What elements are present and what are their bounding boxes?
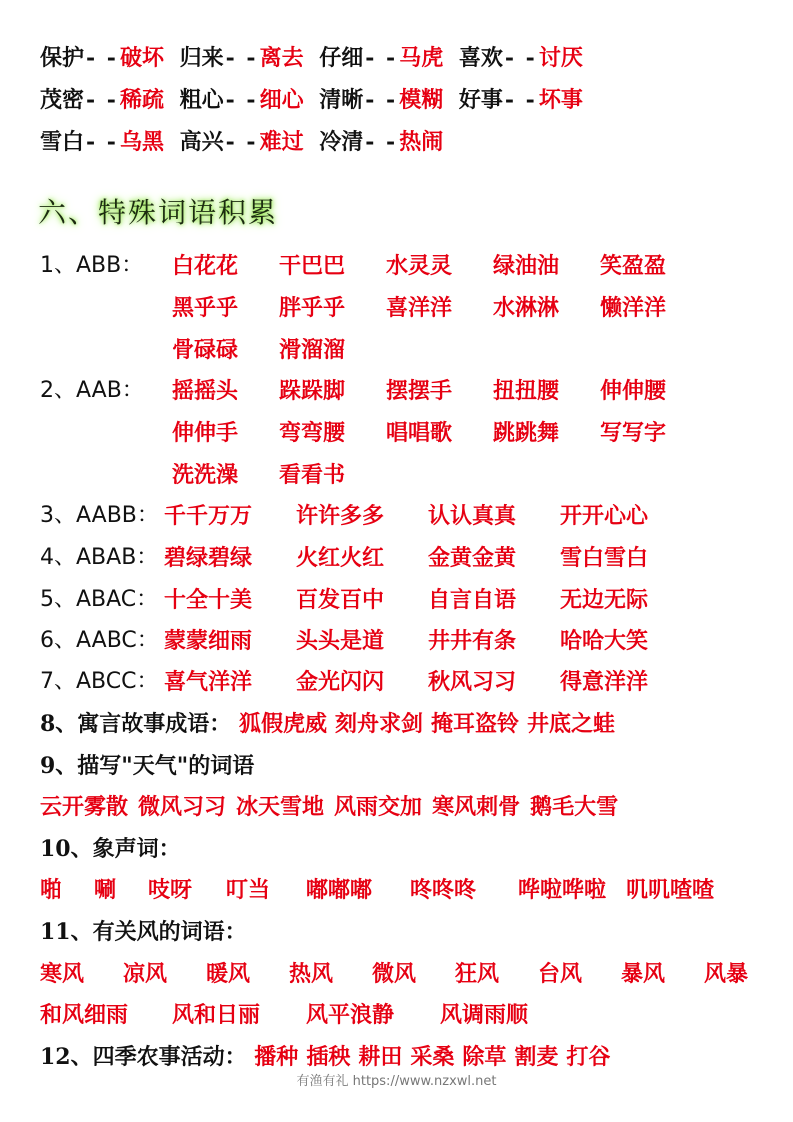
fable-line: 8、寓言故事成语： 狐假虎威 刻舟求剑 掩耳盗铃 井底之蛙 <box>40 711 616 737</box>
antonym-pair: 粗心- -细心 <box>179 87 304 113</box>
antonym-row-2 <box>40 84 591 116</box>
abb-row-2: 黑乎乎 胖乎乎 喜洋洋 水淋淋 懒洋洋 <box>172 295 667 321</box>
antonym-pair: 茂密- -稀疏 <box>40 87 164 113</box>
wind-row-2: 和风细雨 风和日丽 风平浪静 风调雨顺 <box>40 1002 529 1028</box>
aab-label: 2、AAB： <box>40 378 144 403</box>
onomatopoeia-words: 啪 唰 吱呀 叮当 嘟嘟嘟 咚咚咚 哗啦哗啦 叽叽喳喳 <box>40 877 715 903</box>
antonym-pair: 雪白- -乌黑 <box>40 129 164 155</box>
abac-label: 5、ABAC： <box>40 587 159 612</box>
antonym-row-3 <box>40 126 451 158</box>
farming-line: 12、四季农事活动： 播种 插秧 耕田 采桑 除草 割麦 打谷 <box>40 1044 611 1070</box>
antonym-pair: 清晰- -模糊 <box>319 87 444 113</box>
weather-words: 云开雾散 微风习习 冰天雪地 风雨交加 寒风刺骨 鹅毛大雪 <box>40 794 619 820</box>
abb-label: 1、ABB： <box>40 253 144 278</box>
antonym-row-1 <box>40 42 591 74</box>
abcc-words: 喜气洋洋 金光闪闪 秋风习习 得意洋洋 <box>164 669 649 695</box>
aabc-words: 蒙蒙细雨 头头是道 井井有条 哈哈大笑 <box>164 628 649 654</box>
wind-label: 11、有关风的词语： <box>40 919 247 945</box>
abab-words: 碧绿碧绿 火红火红 金黄金黄 雪白雪白 <box>164 545 649 571</box>
aabc-label: 6、AABC： <box>40 628 159 653</box>
watermark-footer: 有渔有礼 https://www.nzxwl.net <box>296 1074 497 1089</box>
antonym-pair: 高兴- -难过 <box>179 129 304 155</box>
aab-row-3: 洗洗澡 看看书 <box>172 462 346 488</box>
onomatopoeia-label: 10、象声词： <box>40 836 181 862</box>
fable-label: 8、寓言故事成语： <box>40 711 232 737</box>
antonym-pair: 仔细- -马虎 <box>319 45 444 71</box>
wind-row-1: 寒风 凉风 暖风 热风 微风 狂风 台风 暴风 风暴 <box>40 961 749 987</box>
abab-label: 4、ABAB： <box>40 545 159 570</box>
antonym-pair: 保护- -破坏 <box>40 45 164 71</box>
abb-row-1: 白花花 干巴巴 水灵灵 绿油油 笑盈盈 <box>172 253 667 279</box>
abb-row-3: 骨碌碌 滑溜溜 <box>172 337 346 363</box>
aab-row-2: 伸伸手 弯弯腰 唱唱歌 跳跳舞 写写字 <box>172 420 667 446</box>
aab-row-1: 摇摇头 跺跺脚 摆摆手 扭扭腰 伸伸腰 <box>172 378 667 404</box>
section-title: 六、特殊词语积累 <box>38 196 279 229</box>
antonym-pair: 好事- -坏事 <box>458 87 583 113</box>
antonym-pair: 喜欢- -讨厌 <box>458 45 583 71</box>
aabb-words: 千千万万 许许多多 认认真真 开开心心 <box>164 503 649 529</box>
weather-label: 9、描写"天气"的词语 <box>40 753 255 779</box>
aabb-label: 3、AABB： <box>40 503 159 528</box>
abcc-label: 7、ABCC： <box>40 669 159 694</box>
antonym-pair: 冷清- -热闹 <box>319 129 444 155</box>
abac-words: 十全十美 百发百中 自言自语 无边无际 <box>164 587 649 613</box>
antonym-pair: 归来- -离去 <box>179 45 304 71</box>
farming-label: 12、四季农事活动： <box>40 1044 247 1070</box>
